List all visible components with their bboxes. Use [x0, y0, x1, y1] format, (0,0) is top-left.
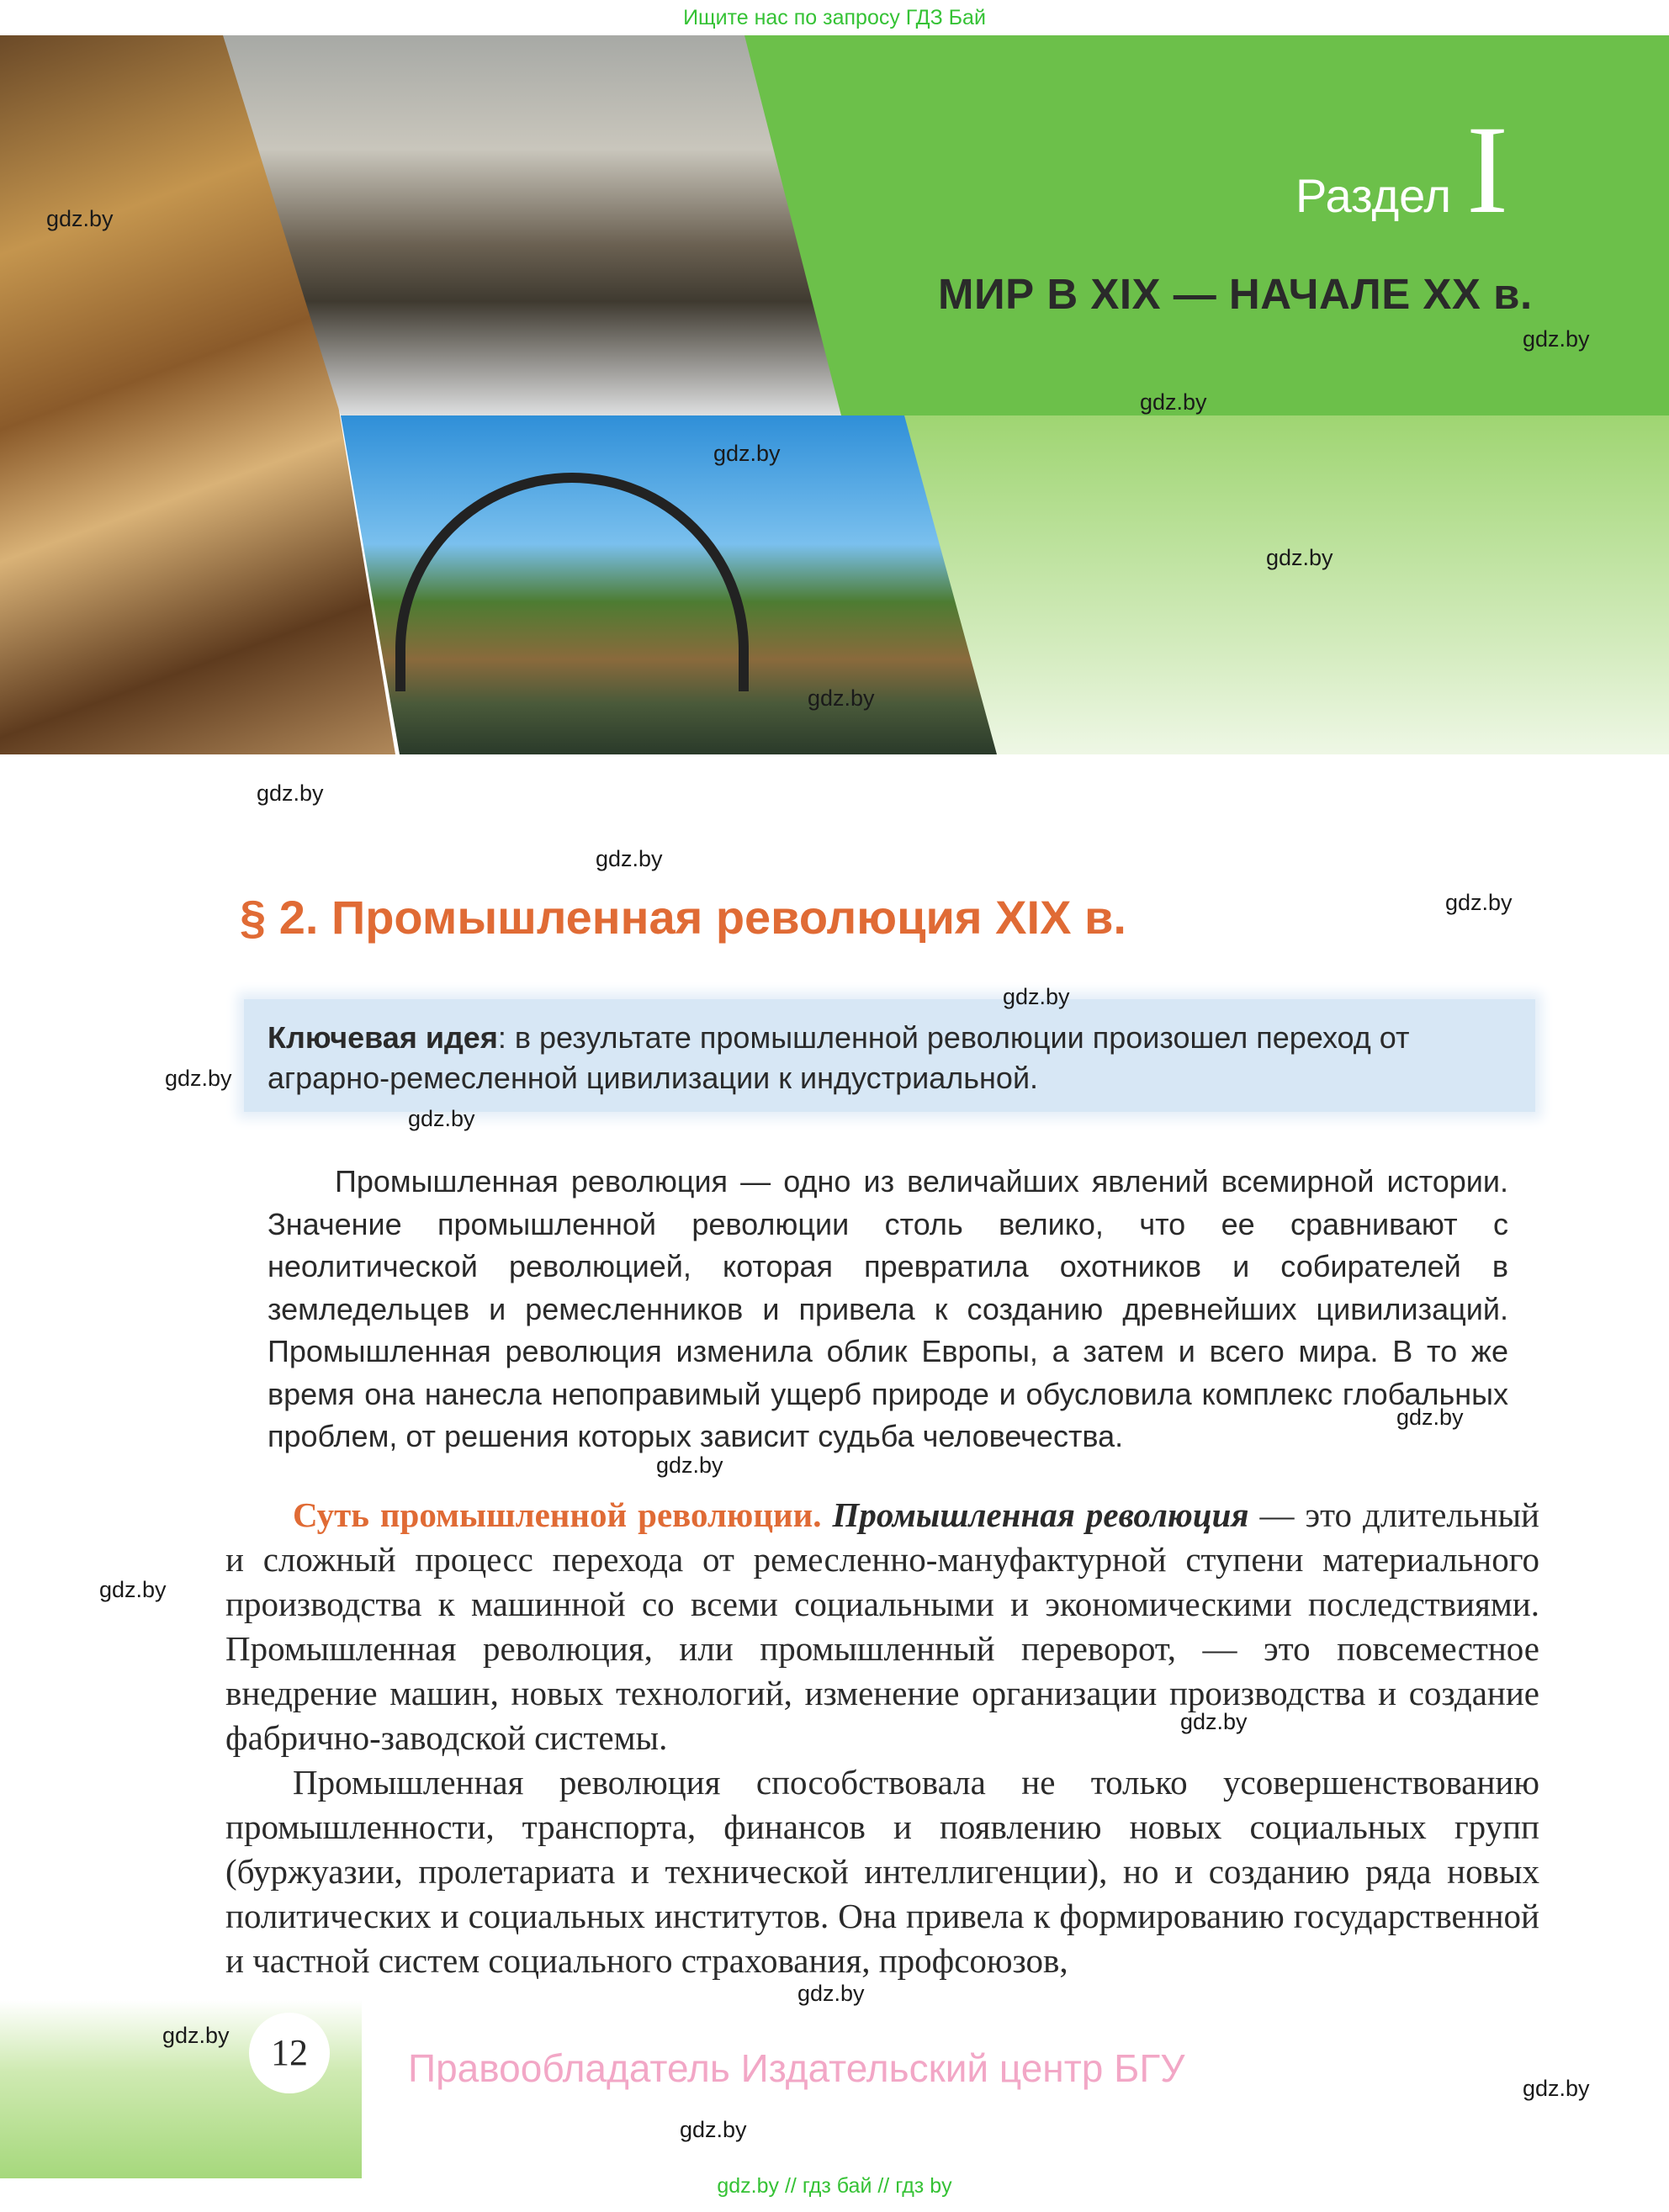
key-idea-label: Ключевая идея	[268, 1020, 498, 1055]
watermark: gdz.by	[1523, 326, 1590, 352]
intro-paragraph: Промышленная революция — одно из величайших явлений всемирной истории. Значение промышленной революции столь велико, что ее сравнивают с неолитической революцией, которая превратила охотников и собирателей в земледельцев и ремесленников и привела к созданию древнейших цивилизаций. Промышленная революция изменила облик Европы, а затем и всего мира. В то же время она нанесла непоправимый ущерб природе и обусловила комплекс глобальных проблем, от решения которых зависит судьба человечества.	[268, 1164, 1508, 1453]
watermark: gdz.by	[680, 2117, 747, 2142]
section-title: МИР В XIX — НАЧАЛЕ XX в.	[938, 270, 1533, 318]
paragraph-title: § 2. Промышленная революция XIX в.	[240, 891, 1126, 944]
watermark: gdz.by	[808, 685, 875, 711]
watermark: gdz.by	[713, 441, 781, 466]
copyright-notice: Правообладатель Издательский центр БГУ	[408, 2046, 1185, 2090]
definition-text: — это длительный и сложный процесс перехода от ремесленно-мануфактурной ступени материального производства к машинной со всеми социальными и экономическими последствиями. Промышленная революция, или промышленный переворот, — это повсеместное внедрение машин, новых технологий, изменение организации производства и создание фабрично-заводской системы.	[225, 1495, 1539, 1757]
section-label	[1295, 100, 1509, 240]
page-number: 12	[249, 2013, 330, 2093]
watermark: gdz.by	[1266, 545, 1333, 570]
watermark: gdz.by	[1140, 389, 1207, 415]
key-idea-text: : в результате промышленной революции произошел переход от аграрно-ремесленной цивилизации к индустриальной.	[268, 1020, 1410, 1095]
watermark: gdz.by	[165, 1066, 232, 1091]
section-word: Раздел	[1295, 169, 1452, 222]
essence-paragraph	[225, 1493, 1539, 1760]
search-banner[interactable]: Ищите нас по запросу ГДЗ Бай	[683, 6, 986, 29]
watermark: gdz.by	[408, 1106, 475, 1131]
section-header	[0, 35, 1669, 754]
consequences-paragraph: Промышленная революция способствовала не только усовершенствованию промышленности, транспорта, финансов и появлению новых социальных групп (буржуазии, пролетариата и технической интеллигенции), но и созданию ряда новых политических и социальных институтов. Она привела к формированию государственной и частной систем социального страхования, профсоюзов,	[225, 1763, 1539, 1980]
watermark: gdz.by	[99, 1577, 167, 1602]
watermark: gdz.by	[46, 206, 114, 231]
key-idea-box	[244, 999, 1535, 1112]
footer-links[interactable]: gdz.by // гдз бай // гдз by	[717, 2174, 952, 2198]
section-number: I	[1466, 100, 1509, 240]
header-green-band	[740, 35, 1669, 415]
watermark: gdz.by	[257, 781, 324, 806]
watermark: gdz.by	[1180, 1709, 1248, 1734]
watermark: gdz.by	[1523, 2076, 1590, 2101]
watermark: gdz.by	[656, 1453, 723, 1478]
watermark: gdz.by	[1003, 984, 1070, 1009]
main-text	[225, 1493, 1539, 1983]
rubric-heading: Суть промышленной революции.	[293, 1495, 822, 1534]
watermark: gdz.by	[797, 1981, 865, 2006]
watermark: gdz.by	[1445, 890, 1513, 915]
watermark: gdz.by	[596, 846, 663, 871]
watermark: gdz.by	[1396, 1405, 1464, 1430]
term-definition: Промышленная революция	[832, 1495, 1249, 1534]
intro-text	[268, 1161, 1508, 1458]
watermark: gdz.by	[162, 2023, 230, 2048]
